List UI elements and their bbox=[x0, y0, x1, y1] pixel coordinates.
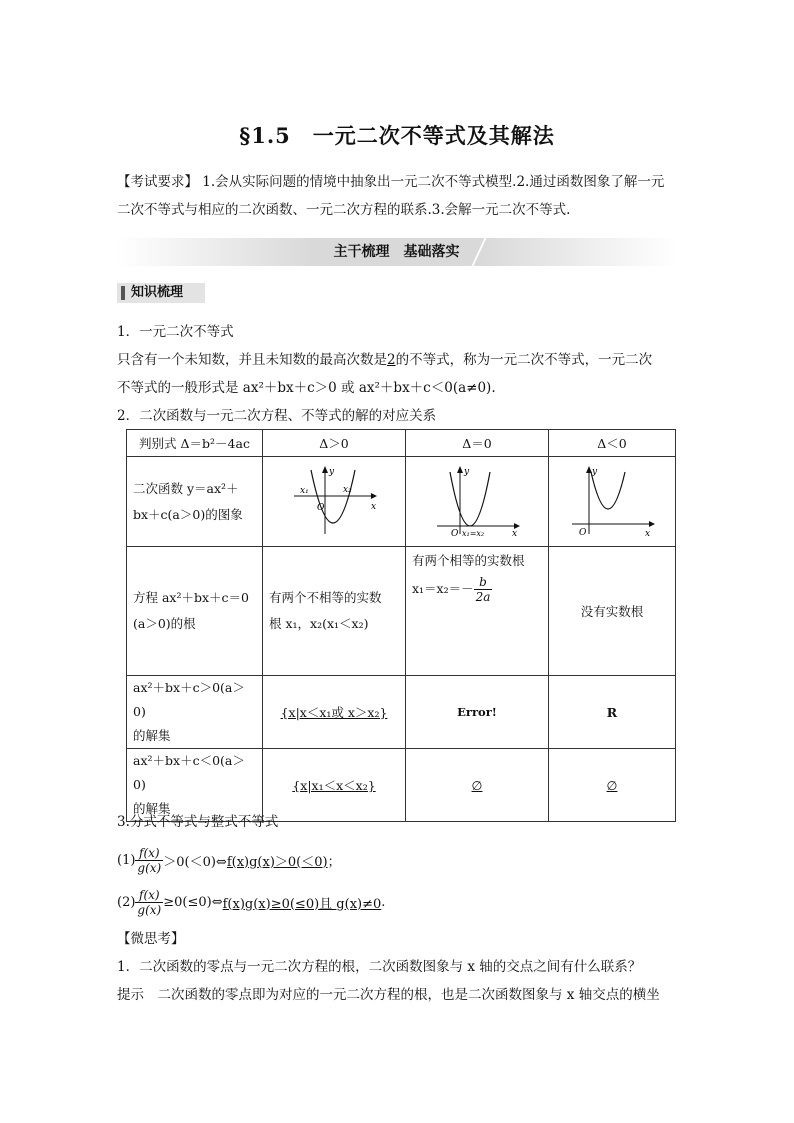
lt-solution-two: {x|x₁＜x＜x₂} bbox=[263, 749, 406, 822]
row-graph-label bbox=[127, 457, 263, 547]
section-3 bbox=[117, 808, 677, 836]
knowledge-label: 知识梳理 bbox=[117, 283, 205, 303]
roots-one-b: x₁＝x₂＝－ bbox=[412, 581, 474, 596]
formula-1-prefix: (1) bbox=[117, 852, 136, 868]
header-zero: Δ＝0 bbox=[406, 430, 549, 457]
graph-one-root bbox=[406, 457, 549, 547]
formula-1-relation: ＞0(＜0)⇔ bbox=[163, 854, 227, 870]
think-question-1: 1．二次函数的零点与一元二次方程的根，二次函数图象与 x 轴的交点之间有什么联系？ bbox=[117, 959, 642, 975]
row-lt-label-a: ax²＋bx＋c＜0(a＞0) bbox=[133, 753, 245, 792]
exam-req-line1: 1.会从实际问题的情境中抽象出一元二次不等式模型.2.通过函数图象了解一元 bbox=[198, 174, 665, 190]
roots-two-a: 有两个不相等的实数 bbox=[269, 590, 382, 605]
lt-solution-none: ∅ bbox=[549, 749, 676, 822]
graph-y-label: y bbox=[464, 467, 470, 477]
table-row bbox=[127, 457, 676, 547]
think-label: 【微思考】 bbox=[117, 931, 185, 947]
formula-1-fraction bbox=[135, 846, 163, 875]
section-3-heading: 3.分式不等式与整式不等式 bbox=[117, 814, 279, 830]
section-banner-text: 主干梳理 基础落实 bbox=[333, 244, 460, 260]
fraction-b-over-2a bbox=[474, 575, 493, 604]
row-roots-label-b: (a＞0)的根 bbox=[133, 616, 196, 631]
graph-x1-label: x₁ bbox=[300, 486, 309, 496]
graph-origin-label: O bbox=[579, 528, 587, 536]
graph-origin-label: O bbox=[451, 529, 459, 536]
gt-solution-one: Error! bbox=[406, 676, 549, 749]
header-negative: Δ＜0 bbox=[549, 430, 676, 457]
formula-2-prefix: (2) bbox=[117, 894, 136, 910]
formula-2 bbox=[117, 884, 385, 920]
graph-no-root bbox=[549, 457, 676, 547]
page-title: §1.5 一元二次不等式及其解法 bbox=[239, 123, 555, 148]
row-gt-label bbox=[127, 676, 263, 749]
lt-solution-one: ∅ bbox=[406, 749, 549, 822]
graph-origin-label: O bbox=[317, 503, 325, 513]
formula-1-num: f(x) bbox=[135, 846, 163, 861]
roots-one-a: 有两个相等的实数根 bbox=[412, 553, 525, 568]
roots-none: 没有实数根 bbox=[549, 547, 676, 676]
section-1-text-a: 只含有一个未知数，并且未知数的最高次数是 bbox=[117, 352, 387, 368]
exam-req-label: 【考试要求】 bbox=[117, 174, 198, 190]
roots-two bbox=[263, 547, 406, 676]
graph-x1x2-label: x₁=x₂ bbox=[462, 529, 485, 536]
header-positive: Δ＞0 bbox=[263, 430, 406, 457]
row-gt-label-b: 的解集 bbox=[133, 728, 171, 743]
parabola-no-root-graph bbox=[567, 464, 657, 536]
graph-x2-label: x₂ bbox=[343, 485, 352, 495]
parabola-two-roots-graph bbox=[289, 464, 379, 536]
formula-1-end: ； bbox=[327, 854, 341, 870]
blank-answer: 2 bbox=[387, 352, 396, 368]
formula-1-answer: f(x)g(x)＞0(＜0) bbox=[226, 854, 328, 870]
graph-x-label: x bbox=[371, 502, 377, 512]
formula-2-fraction bbox=[135, 888, 163, 917]
graph-y-label: y bbox=[592, 467, 598, 477]
table-row bbox=[127, 430, 676, 457]
row-roots-label bbox=[127, 547, 263, 676]
table-row bbox=[127, 547, 676, 676]
exam-req-line2: 二次不等式与相应的二次函数、一元二次方程的联系.3.会解一元二次不等式. bbox=[117, 202, 571, 218]
parabola-one-root-graph bbox=[432, 464, 522, 536]
gt-solution-two: {x|x＜x₁或 x＞x₂} bbox=[263, 676, 406, 749]
fraction-numerator: b bbox=[474, 575, 493, 590]
formula-1-den: g(x) bbox=[137, 860, 162, 875]
section-1-heading: 1．一元二次不等式 bbox=[117, 324, 234, 340]
row-roots-label-a: 方程 ax²＋bx＋c＝0 bbox=[133, 590, 249, 605]
row-gt-label-a: ax²＋bx＋c＞0(a＞0) bbox=[133, 680, 245, 719]
formula-2-relation: ≥0(≤0)⇔ bbox=[163, 894, 223, 910]
exam-requirements bbox=[117, 168, 677, 224]
roots-one bbox=[406, 547, 549, 676]
row-lt-label-b: 的解集 bbox=[133, 801, 171, 816]
correspondence-table bbox=[126, 429, 676, 822]
formula-2-end: . bbox=[381, 894, 386, 910]
table-row bbox=[127, 676, 676, 749]
graph-x-label: x bbox=[512, 529, 518, 536]
section-1-text-b: 的不等式，称为一元二次不等式，一元二次 bbox=[395, 352, 653, 368]
section-1-line2: 不等式的一般形式是 ax²＋bx＋c＞0 或 ax²＋bx＋c＜0(a≠0). bbox=[117, 380, 496, 396]
gt-solution-none: R bbox=[549, 676, 676, 749]
think-section bbox=[117, 925, 677, 1009]
section-1 bbox=[117, 318, 677, 430]
formula-2-den: g(x) bbox=[137, 902, 162, 917]
graph-y-label: y bbox=[329, 467, 335, 477]
row-graph-label-b: bx＋c(a＞0)的图象 bbox=[133, 506, 243, 522]
formula-2-answer: f(x)g(x)≥0(≤0)且 g(x)≠0 bbox=[222, 896, 382, 912]
formula-2-num: f(x) bbox=[135, 888, 163, 903]
graph-x-label: x bbox=[645, 529, 651, 536]
roots-two-b: 根 x₁，x₂(x₁＜x₂) bbox=[269, 616, 369, 631]
header-discriminant: 判别式 Δ＝b²－4ac bbox=[127, 430, 263, 457]
formula-1 bbox=[117, 842, 341, 878]
section-2-heading: 2．二次函数与一元二次方程、不等式的解的对应关系 bbox=[117, 408, 437, 424]
row-graph-label-a: 二次函数 y＝ax²＋ bbox=[133, 480, 239, 496]
think-answer-1: 提示 二次函数的零点即为对应的一元二次方程的根，也是二次函数图象与 x 轴交点的横坐 bbox=[117, 987, 660, 1003]
graph-two-roots bbox=[263, 457, 406, 547]
fraction-denominator: 2a bbox=[475, 590, 491, 604]
